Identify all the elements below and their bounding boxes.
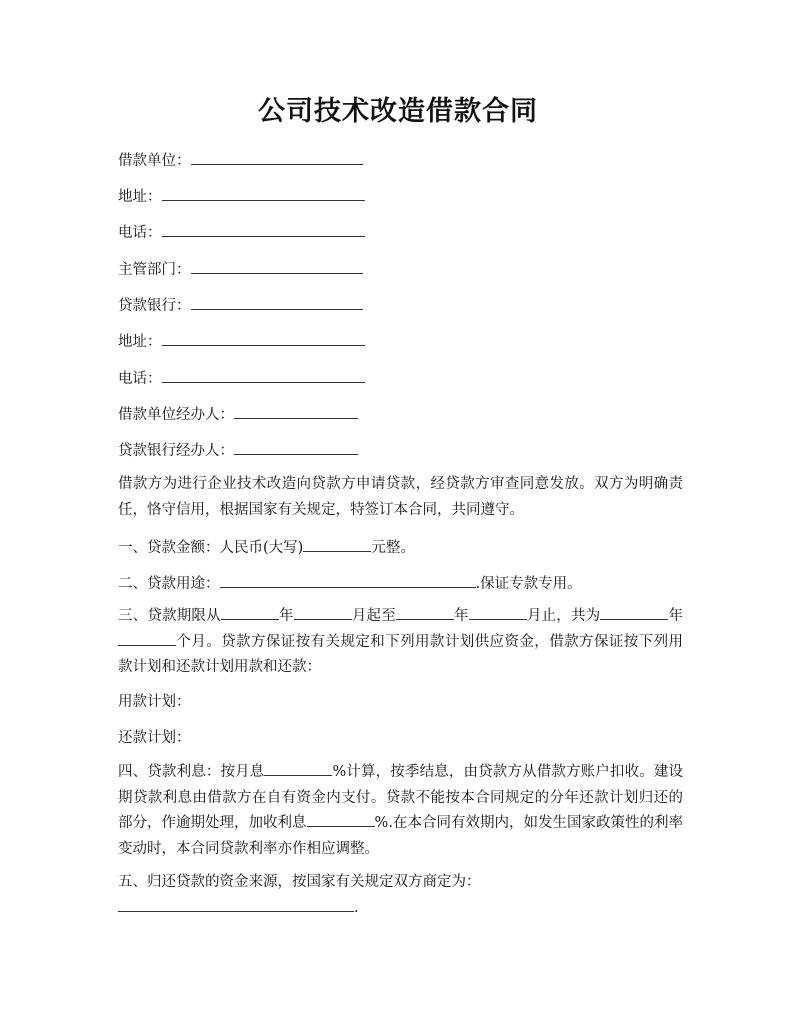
- field-bank-agent: [118, 440, 358, 461]
- clause-text: 五、归还贷款的资金来源，按国家有关规定双方商定为：: [118, 874, 481, 890]
- fill-blank: [600, 605, 668, 620]
- fill-blank: [294, 605, 352, 620]
- clause-text: 个月。贷款方保证按有关规定和下列用款计划供应资金，借款方保证按下列用款计划和还款计划用款和还款：: [118, 633, 683, 675]
- field-label: 借款单位经办人：: [118, 407, 234, 423]
- fill-blank: [118, 631, 176, 646]
- intro-paragraph: 借款方为进行企业技术改造向贷款方申请贷款，经贷款方审查同意发放。双方为明确责任，恪守信用，根据国家有关规定，特签订本合同，共同遵守。: [118, 476, 683, 518]
- clause-text: %计算，按季结息，由贷款方从借款方账户扣收。建设期贷款利息由借款方在自有资金内支付。贷款不能按本合同规定的分年还款计划归还的部分，作逾期处理，加收利息: [118, 764, 684, 831]
- clause-text: 元整。: [371, 540, 415, 556]
- clause-3-term: [118, 604, 683, 681]
- field-label: 主管部门：: [118, 262, 191, 278]
- fill-blank: [118, 897, 354, 912]
- clause-text: 月止，共为: [526, 608, 601, 624]
- fill-blank: [162, 368, 365, 383]
- plan-repay: 还款计划：: [118, 730, 191, 746]
- fill-blank: [162, 331, 365, 346]
- fill-blank: [307, 812, 375, 827]
- clause-text: 一、贷款金额：人民币(大写): [118, 540, 304, 556]
- fill-blank: [469, 605, 527, 620]
- field-label: 电话：: [118, 371, 162, 387]
- fill-blank: [221, 605, 279, 620]
- fill-blank: [162, 222, 365, 237]
- clause-text: 三、贷款期限从: [118, 608, 221, 624]
- plan-use: 用款计划：: [118, 694, 191, 710]
- clause-5-repayment-source: [118, 870, 683, 921]
- field-bank-phone: [118, 368, 365, 389]
- field-label: 贷款银行经办人：: [118, 443, 234, 459]
- field-supervising-dept: [118, 259, 363, 280]
- clause-4-interest: [118, 760, 683, 862]
- fill-blank: [396, 605, 454, 620]
- fill-blank: [191, 259, 363, 274]
- field-borrower: [118, 150, 363, 171]
- clause-1-amount: [118, 537, 415, 558]
- field-borrower-phone: [118, 222, 365, 243]
- clause-text: .保证专款专用。: [475, 576, 582, 592]
- fill-blank: [234, 404, 358, 419]
- field-label: 电话：: [118, 225, 162, 241]
- clause-text: .: [354, 899, 359, 916]
- clause-text: 二、贷款用途：: [118, 576, 220, 592]
- clause-text: 四、贷款利息：按月息: [118, 764, 265, 780]
- field-lending-bank: [118, 295, 363, 316]
- field-borrower-agent: [118, 404, 358, 425]
- field-bank-address: [118, 331, 365, 352]
- fill-blank: [162, 186, 365, 201]
- clause-2-purpose: [118, 573, 582, 594]
- fill-blank: [220, 573, 476, 588]
- field-label: 贷款银行：: [118, 298, 191, 314]
- field-label: 地址：: [118, 189, 162, 205]
- fill-blank: [234, 440, 358, 455]
- fill-blank: [303, 537, 371, 552]
- field-label: 地址：: [118, 334, 162, 350]
- field-borrower-address: [118, 186, 365, 207]
- fill-blank: [264, 761, 332, 776]
- clause-text: 年: [278, 608, 294, 624]
- field-label: 借款单位：: [118, 153, 191, 169]
- fill-blank: [191, 150, 363, 165]
- clause-text: 月起至: [351, 608, 396, 624]
- clause-text: %.在本合同有效期内，如发生国家政策性的利率变动时，本合同贷款利率亦作相应调整。: [118, 815, 683, 857]
- document-title: 公司技术改造借款合同: [258, 96, 538, 127]
- clause-text: 年: [453, 608, 469, 624]
- fill-blank: [191, 295, 363, 310]
- clause-text: 年: [668, 608, 684, 624]
